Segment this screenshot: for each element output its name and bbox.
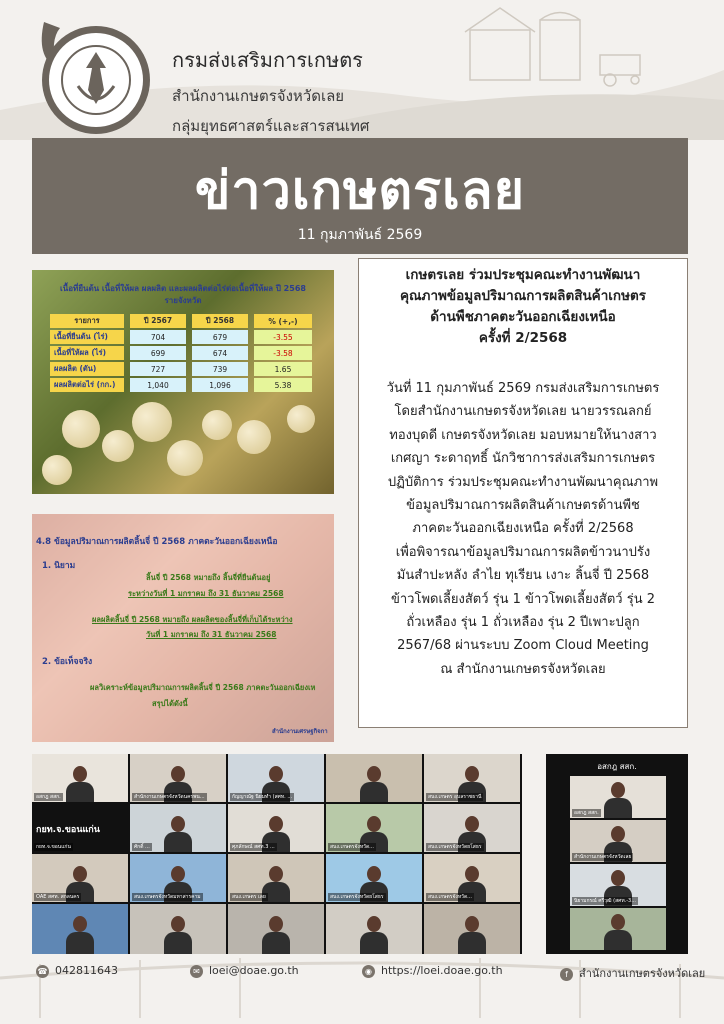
doae-logo bbox=[30, 16, 154, 140]
participant-video bbox=[66, 916, 94, 954]
speaker-tile[interactable] bbox=[570, 820, 666, 862]
organization-header bbox=[172, 44, 369, 138]
table-row bbox=[50, 330, 312, 344]
participant-name: ศุภลักษณ์ สศท.3 ... bbox=[232, 844, 275, 850]
zoom-speaker-panel bbox=[546, 754, 688, 954]
headline-line: เกษตรเลย ร่วมประชุมคณะทำงานพัฒนา bbox=[405, 267, 641, 283]
table-header-row bbox=[50, 314, 312, 328]
participant-tile[interactable] bbox=[32, 804, 128, 852]
cell-2567: 699 bbox=[130, 346, 186, 360]
news-article bbox=[358, 258, 688, 728]
body-line: เพื่อพิจารณาข้อมูลปริมาณการผลิตข้าวนาปรัง bbox=[395, 544, 651, 560]
lychee-graphic bbox=[132, 402, 172, 442]
facts-text: ผลวิเคราะห์ข้อมูลปริมาณการผลิตลิ้นจี่ ปี 2568 ภาคตะวันออกเฉียงเห bbox=[90, 683, 316, 692]
participant-video bbox=[262, 916, 290, 954]
section-definition: 1. นิยาม bbox=[42, 561, 76, 571]
participant-tile[interactable] bbox=[32, 854, 128, 902]
definition-text: ระหว่างวันที่ 1 มกราคม ถึง 31 ธันวาคม 2568 bbox=[128, 589, 284, 598]
body-line: วันที่ 11 กุมภาพันธ์ 2569 กรมส่งเสริมการเกษตร bbox=[386, 381, 660, 396]
phone-text: 042811643 bbox=[55, 964, 118, 977]
website-text[interactable]: https://loei.doae.go.th bbox=[381, 964, 503, 977]
cell-2567: 704 bbox=[130, 330, 186, 344]
participant-name: ศักดิ์ ... bbox=[134, 844, 150, 850]
article-headline bbox=[359, 265, 687, 349]
table-header: % (+,-) bbox=[254, 314, 312, 328]
row-label: ผลผลิต (ตัน) bbox=[50, 362, 124, 376]
mail-icon: ✉ bbox=[190, 965, 203, 978]
participant-name: สนง.เกษตรจังหวัด... bbox=[330, 844, 374, 850]
table-header: ปี 2567 bbox=[130, 314, 186, 328]
slide-caption: เนื้อที่ยืนต้น เนื้อที่ให้ผล ผลผลิต และผลผลิตต่อไร่ต่อเนื้อที่ให้ผล ปี 2568 bbox=[60, 284, 306, 293]
facts-text: สรุปได้ดังนี้ bbox=[152, 699, 188, 708]
definition-text: ผลผลิตลิ้นจี่ ปี 2568 หมายถึง ผลผลิตของลิ้นจี่ที่เก็บได้ระหว่าง bbox=[92, 615, 293, 624]
participant-tile[interactable] bbox=[424, 804, 520, 852]
speaker-tile[interactable] bbox=[570, 776, 666, 818]
speaker-panel-title: อสกฎ สสก. bbox=[597, 762, 637, 771]
footer-website[interactable] bbox=[362, 964, 503, 978]
footer-email[interactable] bbox=[190, 964, 299, 978]
cell-2567: 1,040 bbox=[130, 378, 186, 392]
table-row bbox=[50, 378, 312, 392]
participant-name: สำนักงานเกษตรจังหวัดเลย bbox=[574, 854, 632, 860]
cell-pct: 1.65 bbox=[254, 362, 312, 376]
participant-name: อสกฎ สสก. bbox=[574, 810, 599, 816]
definition-text: ลิ้นจี่ ปี 2568 หมายถึง ลิ้นจี่ที่ยืนต้นอยู่ bbox=[146, 573, 271, 582]
participant-tile[interactable] bbox=[424, 904, 520, 954]
participant-tile[interactable] bbox=[326, 754, 422, 802]
participant-tile[interactable] bbox=[326, 854, 422, 902]
banner-title: ข่าวเกษตรเลย bbox=[194, 161, 526, 221]
participant-video bbox=[164, 816, 192, 852]
lychee-definition-slide bbox=[32, 514, 334, 742]
participant-label: กยท.จ.ขอนแก่น bbox=[36, 825, 100, 835]
participant-name: สนง.เกษตร อุบลราชธานี bbox=[428, 794, 482, 800]
cell-pct: 5.38 bbox=[254, 378, 312, 392]
lychee-graphic bbox=[202, 410, 232, 440]
production-table-slide bbox=[32, 270, 334, 494]
production-table bbox=[44, 312, 318, 394]
speaker-tile[interactable] bbox=[570, 864, 666, 906]
article-body bbox=[367, 377, 679, 681]
participant-tile[interactable] bbox=[424, 754, 520, 802]
headline-line: ด้านพืชภาคตะวันออกเฉียงเหนือ bbox=[430, 309, 616, 325]
body-line: โดยสำนักงานเกษตรจังหวัดเลย นายวรรณลกย์ bbox=[394, 404, 652, 420]
participant-name: สนง.เกษตรจังหวัด... bbox=[428, 894, 472, 900]
news-banner bbox=[32, 138, 688, 254]
section-facts: 2. ข้อเท็จจริง bbox=[42, 657, 93, 667]
cell-2568: 679 bbox=[192, 330, 248, 344]
row-label: ผลผลิตต่อไร่ (กก.) bbox=[50, 378, 124, 392]
participant-tile[interactable] bbox=[228, 804, 324, 852]
participant-tile[interactable] bbox=[228, 854, 324, 902]
org-name: กรมส่งเสริมการเกษตร bbox=[172, 48, 363, 72]
participant-tile[interactable] bbox=[424, 854, 520, 902]
table-header: รายการ bbox=[50, 314, 124, 328]
body-line: ข้อมูลปริมาณการผลิตสินค้าเกษตรด้านพืช bbox=[406, 498, 640, 514]
speaker-tile[interactable] bbox=[570, 908, 666, 950]
participant-name: นิยามกรณ์ ศรีวุฒิ (สศท.-3... bbox=[574, 898, 636, 904]
cell-pct: -3.55 bbox=[254, 330, 312, 344]
participant-video bbox=[360, 916, 388, 954]
cell-2568: 1,096 bbox=[192, 378, 248, 392]
footer-facebook[interactable] bbox=[560, 964, 705, 982]
headline-line: ครั้งที่ 2/2568 bbox=[478, 330, 568, 346]
participant-tile[interactable] bbox=[32, 754, 128, 802]
table-header: ปี 2568 bbox=[192, 314, 248, 328]
body-line: ข้าวโพดเลี้ยงสัตว์ รุ่น 1 ข้าวโพดเลี้ยงสัตว์ รุ่น 2 bbox=[390, 591, 655, 607]
participant-tile[interactable] bbox=[130, 804, 226, 852]
body-line: เกศญา ระดาฤทธิ์ นักวิชาการส่งเสริมการเกษตร bbox=[390, 451, 656, 467]
lychee-graphic bbox=[237, 420, 271, 454]
office-name: สำนักงานเกษตรจังหวัดเลย bbox=[172, 87, 345, 105]
body-line: มันสำปะหลัง ลำไย ทุเรียน เงาะ ลิ้นจี่ ปี 2568 bbox=[396, 568, 650, 584]
slide-heading: 4.8 ข้อมูลปริมาณการผลิตลิ้นจี่ ปี 2568 ภาคตะวันออกเฉียงเหนือ bbox=[36, 537, 278, 547]
cell-2568: 739 bbox=[192, 362, 248, 376]
participant-name: สนง.เกษตรจังหวัดมหาสารคาม bbox=[134, 894, 201, 900]
participant-name: สนง.เกษตร เลย bbox=[232, 894, 266, 900]
lychee-graphic bbox=[287, 405, 315, 433]
body-line: ปฏิบัติการ ร่วมประชุมคณะทำงานพัฒนาคุณภาพ bbox=[387, 474, 659, 490]
participant-name: สนง.เกษตรจังหวัดยโสธร bbox=[330, 894, 384, 900]
participant-video bbox=[164, 916, 192, 954]
participant-video bbox=[66, 766, 94, 802]
group-name: กลุ่มยุทธศาสตร์และสารสนเทศ bbox=[172, 117, 370, 135]
participant-name: OAE สศท. สกลนคร bbox=[36, 894, 80, 900]
participant-name: กยท.จ.ขอนแก่น bbox=[36, 844, 71, 850]
participant-tile[interactable] bbox=[326, 904, 422, 954]
slide-footer: สำนักงานเศรษฐกิจกา bbox=[272, 728, 328, 735]
banner-date: 11 กุมภาพันธ์ 2569 bbox=[297, 227, 423, 243]
participant-video bbox=[604, 914, 632, 950]
table-row bbox=[50, 362, 312, 376]
definition-text: วันที่ 1 มกราคม ถึง 31 ธันวาคม 2568 bbox=[146, 630, 277, 639]
email-text[interactable]: loei@doae.go.th bbox=[209, 964, 299, 977]
lychee-graphic bbox=[167, 440, 203, 476]
cell-pct: -3.58 bbox=[254, 346, 312, 360]
participant-name: สนง.เกษตรจังหวัดยโสธร bbox=[428, 844, 482, 850]
participant-name: อสกฎ สสก. bbox=[36, 794, 61, 800]
row-label: เนื้อที่ให้ผล (ไร่) bbox=[50, 346, 124, 360]
participant-tile[interactable] bbox=[130, 854, 226, 902]
participant-video bbox=[458, 916, 486, 954]
lychee-graphic bbox=[102, 430, 134, 462]
participant-video bbox=[360, 766, 388, 802]
participant-tile[interactable] bbox=[228, 904, 324, 954]
headline-line: คุณภาพข้อมูลปริมาณการผลิตสินค้าเกษตร bbox=[399, 288, 646, 304]
globe-icon: ◉ bbox=[362, 965, 375, 978]
participant-video bbox=[604, 782, 632, 818]
facebook-text[interactable]: สำนักงานเกษตรจังหวัดเลย bbox=[579, 967, 706, 980]
body-line: ถั่วเหลือง รุ่น 1 ถั่วเหลือง รุ่น 2 ปีเพาะปลูก bbox=[406, 615, 640, 631]
participant-tile[interactable] bbox=[228, 754, 324, 802]
table-row bbox=[50, 346, 312, 360]
cell-2568: 674 bbox=[192, 346, 248, 360]
body-line: ภาคตะวันออกเฉียงเหนือ ครั้งที่ 2/2568 bbox=[412, 521, 634, 537]
body-line: 2567/68 ผ่านระบบ Zoom Cloud Meeting bbox=[397, 638, 649, 654]
participant-tile[interactable] bbox=[130, 754, 226, 802]
facebook-icon: f bbox=[560, 968, 573, 981]
participant-name: กัญญาณัฐ นิยมทำ (สศท. ... bbox=[232, 794, 293, 800]
cell-2567: 727 bbox=[130, 362, 186, 376]
lychee-graphic bbox=[42, 455, 72, 485]
row-label: เนื้อที่ยืนต้น (ไร่) bbox=[50, 330, 124, 344]
lychee-graphic bbox=[62, 410, 100, 448]
phone-icon: ☎ bbox=[37, 966, 48, 976]
participant-tile[interactable] bbox=[130, 904, 226, 954]
participant-tile[interactable] bbox=[32, 904, 128, 954]
body-line: ทองบุดดี เกษตรจังหวัดเลย มอบหมายให้นางสาว bbox=[389, 427, 657, 443]
footer-phone bbox=[36, 964, 118, 978]
body-line: ณ สำนักงานเกษตรจังหวัดเลย bbox=[440, 661, 606, 677]
zoom-gallery bbox=[32, 754, 522, 954]
participant-name: สำนักงานเกษตรจังหวัดนครพน... bbox=[134, 794, 205, 800]
participant-tile[interactable] bbox=[326, 804, 422, 852]
slide-caption-sub: รายจังหวัด bbox=[164, 296, 202, 305]
